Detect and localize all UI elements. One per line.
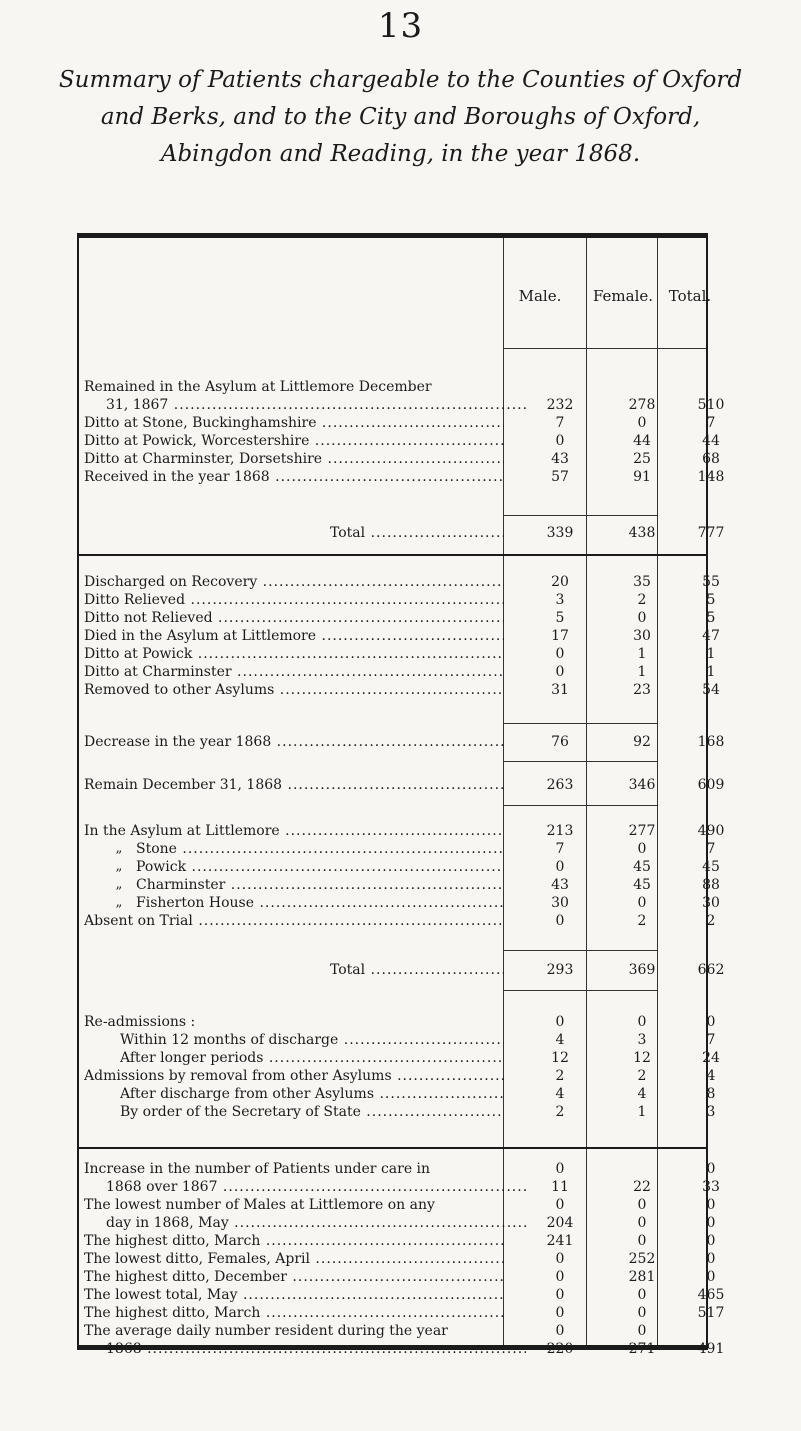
section-rule [503, 950, 657, 951]
table-row: The lowest number of Males at Littlemore on any 0 0 0 [84, 1197, 716, 1213]
header-male: Male. [518, 287, 562, 305]
page-title [40, 62, 761, 173]
table-row: The highest ditto, March ..... 0 0 517 [80, 1304, 700, 1322]
table-row: Total ..... 339 438 777 [80, 524, 700, 542]
table-row: In the Asylum at Littlemore ..... 213 277 490 [80, 822, 700, 840]
table-row: Absent on Trial ..... 0 2 2 [80, 912, 700, 930]
section-rule [503, 723, 657, 724]
table-row: Ditto at Stone, Buckinghamshire ..... 7 0 7 [80, 414, 700, 432]
table-row: Removed to other Asylums ..... 31 23 54 [80, 681, 700, 699]
table-row: Ditto at Charminster ..... 0 1 1 [80, 663, 700, 681]
title-line-3: Abingdon and Reading, in the year 1868. [160, 141, 641, 167]
table-row: Increase in the number of Patients under care in 0 0 [84, 1161, 716, 1177]
section-rule [79, 554, 706, 556]
table-row: Decrease in the year 1868 ..... 76 92 168 [80, 733, 700, 751]
table-row: The highest ditto, December ..... 0 281 0 [80, 1268, 700, 1286]
section-rule [503, 990, 657, 991]
table-row: Within 12 months of discharge ..... 4 3 7 [80, 1031, 700, 1049]
table-row: Re-admissions : 0 0 0 [84, 1014, 716, 1030]
header-female: Female. [592, 287, 654, 305]
table-row: Died in the Asylum at Littlemore ..... 17 30 47 [80, 627, 700, 645]
table-row: Remained in the Asylum at Littlemore December [84, 379, 432, 395]
table-row: 31, 1867 ..... 232 278 510 [80, 396, 700, 414]
table-row: Admissions by removal from other Asylums ..... 2 2 4 [80, 1067, 700, 1085]
table-row: Discharged on Recovery ..... 20 35 55 [80, 573, 700, 591]
table-row: „ Fisherton House ..... 30 0 30 [80, 894, 700, 912]
table-row: By order of the Secretary of State ..... 2 1 3 [80, 1103, 700, 1121]
table-row: Ditto not Relieved ..... 5 0 5 [80, 609, 700, 627]
table-row: Remain December 31, 1868 ..... 263 346 609 [80, 776, 700, 794]
table-row: 1868 over 1867 ..... 11 22 33 [80, 1178, 700, 1196]
table-row: The lowest total, May ..... 0 0 465 [80, 1286, 700, 1304]
page-number: 13 [377, 6, 424, 46]
section-rule [503, 805, 657, 806]
table-row: After longer periods ..... 12 12 24 [80, 1049, 700, 1067]
table-row: „ Powick ..... 0 45 45 [80, 858, 700, 876]
section-rule [503, 515, 657, 516]
header-rule [503, 348, 706, 349]
table-row: 1868 ..... 220 271 491 [80, 1340, 700, 1358]
table-row: The average daily number resident during the year 0 0 [84, 1323, 647, 1339]
table-row: „ Charminster ..... 43 45 88 [80, 876, 700, 894]
table-row: Received in the year 1868 ..... 57 91 148 [80, 468, 700, 486]
table-row: „ Stone ..... 7 0 7 [80, 840, 700, 858]
title-line-1: Summary of Patients chargeable to the Counties of Oxford [58, 67, 743, 93]
table-row: day in 1868, May ..... 204 0 0 [80, 1214, 700, 1232]
header-total: Total. [668, 287, 712, 305]
table-row: Ditto Relieved ..... 3 2 5 [80, 591, 700, 609]
table-row: Ditto at Charminster, Dorsetshire ..... 43 25 68 [80, 450, 700, 468]
section-rule [503, 761, 657, 762]
table-row: Ditto at Powick, Worcestershire ..... 0 44 44 [80, 432, 700, 450]
table-row: After discharge from other Asylums ..... 4 4 8 [80, 1085, 700, 1103]
table-row: Total ..... 293 369 662 [80, 961, 700, 979]
table-row: The highest ditto, March ..... 241 0 0 [80, 1232, 700, 1250]
section-rule [79, 1147, 706, 1149]
table-row: The lowest ditto, Females, April ..... 0 252 0 [80, 1250, 700, 1268]
title-line-2: and Berks, and to the City and Boroughs of Oxford, [100, 104, 701, 130]
table-row: Ditto at Powick ..... 0 1 1 [80, 645, 700, 663]
